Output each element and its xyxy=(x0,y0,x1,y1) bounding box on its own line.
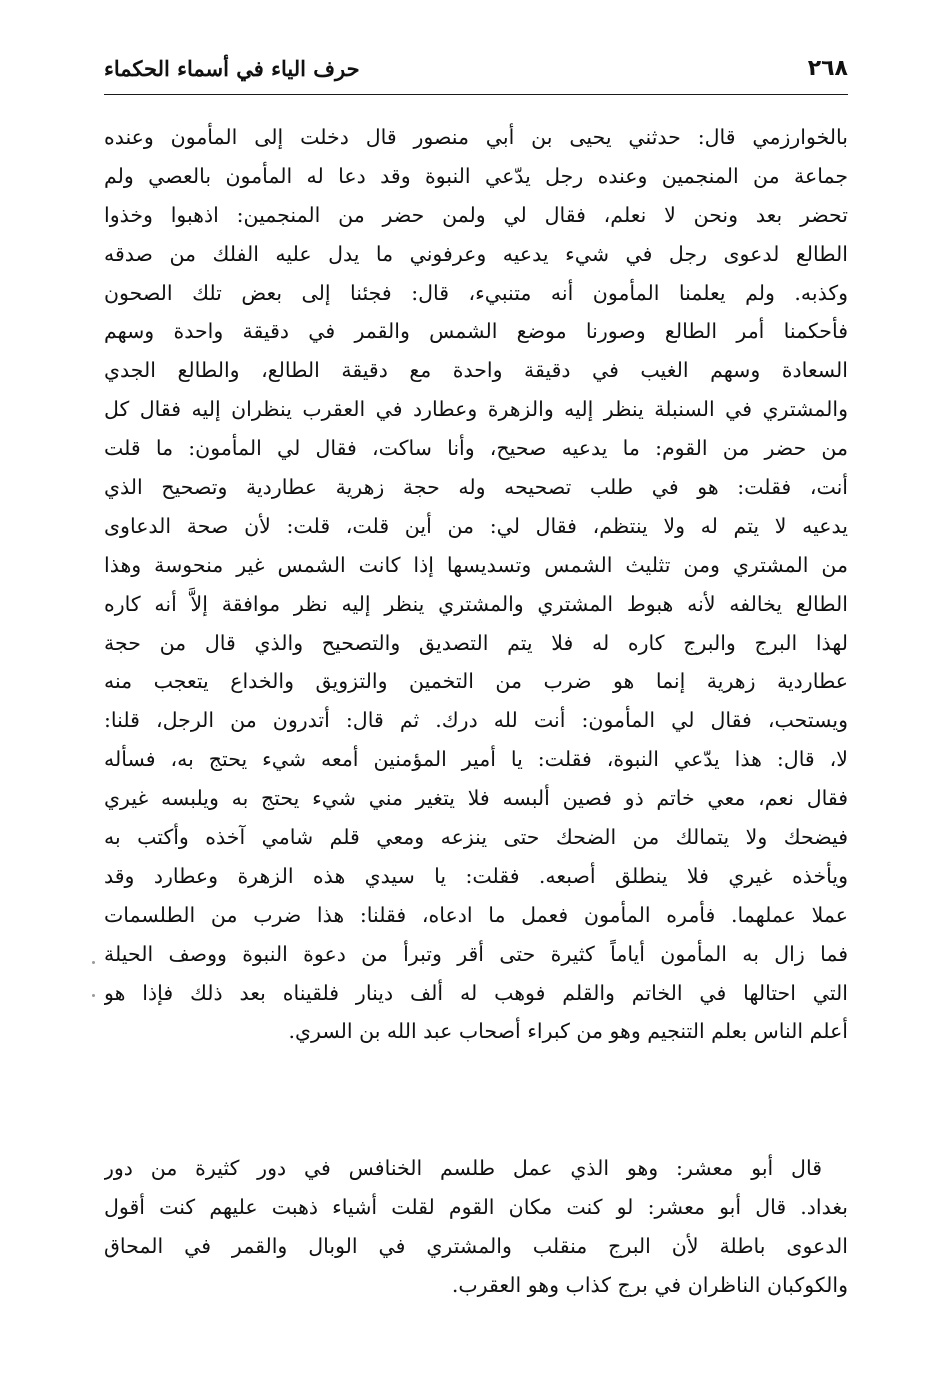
text-line: الطالع يخالفه لأنه هبوط المشتري والمشتري ينظر إليه نظر موافقة إلاَّ أنه كاره xyxy=(104,591,848,616)
text-line: الطالع لدعوى رجل في شيء يدعيه وعرفوني ما يدل عليه الفلك من صدقه xyxy=(104,241,848,266)
text-line: لهذا البرج والبرج كاره له فلا يتم التصديق والتصحيح والذي قال من حجة xyxy=(104,630,848,655)
text-line: وكذبه. ولم يعلمنا المأمون أنه متنبيء، قال: فجئنا إلى بعض تلك الصحون xyxy=(104,280,848,305)
paragraph-main xyxy=(104,118,848,1051)
text-line: والكوكبان الناظران في برج كذاب وهو العقرب. xyxy=(451,1272,848,1297)
text-line: قال أبو معشر: وهو الذي عمل طلسم الخنافس في دور كثيرة من دور xyxy=(104,1156,822,1180)
text-line: فما زال به المأمون أياماً كثيرة حتى أقر وتبرأ من دعوة النبوة ووصف الحيلة xyxy=(104,941,848,966)
text-line: ويأخذه غيري فلا ينطلق أصبعه. فقلت: يا سيدي هذه الزهرة وعطارد وقد xyxy=(104,863,848,888)
text-line: فأحكمنا أمر الطالع وصورنا موضع الشمس والقمر في دقيقة واحدة وسهم xyxy=(104,319,848,344)
text-line: والمشتري في السنبلة ينظر إليه والزهرة وعطارد في العقرب ينظران إليه فقال كل xyxy=(104,397,848,422)
text-line: أعلم الناس بعلم التنجيم وهو من كبراء أصحاب عبد الله بن السري. xyxy=(288,1019,848,1044)
text-line: فيضحك ولا يتمالك من الضحك حتى ينزعه ومعي قلم شامي آخذه وأكتب به xyxy=(104,825,848,850)
text-line: تحضر بعد ونحن لا نعلم، فقال لي ولمن حضر من المنجمين: اذهبوا وخذوا xyxy=(104,202,848,227)
page-number: ٢٦٨ xyxy=(807,55,848,81)
text-line: بالخوارزمي قال: حدثني يحيى بن أبي منصور قال دخلت إلى المأمون وعنده xyxy=(104,125,848,149)
header-rule xyxy=(104,94,848,95)
margin-speck xyxy=(92,994,95,997)
text-line: الدعوى باطلة لأن البرج منقلب والمشتري في الوبال والقمر في المحاق xyxy=(104,1233,848,1258)
chapter-title: حرف الياء في أسماء الحكماء xyxy=(104,55,360,81)
running-header xyxy=(104,44,848,92)
margin-speck xyxy=(92,961,95,964)
text-line: يدعيه لا يتم له ولا ينتظم، فقال لي: من أين قلت، قلت: لأن صحة الدعاوى xyxy=(104,513,848,538)
text-line: السعادة وسهم الغيب في دقيقة واحدة مع دقيقة الطالع، والطالع الجدي xyxy=(104,358,848,383)
text-line: التي احتالها في الخاتم والقلم فوهب له ألف دينار فلقيناه بعد ذلك فإذا هو xyxy=(104,980,848,1005)
text-line: فقال نعم، معي خاتم ذو فصين ألبسه فلا يتغير مني شيء يحتج به ويلبسه غيري xyxy=(104,786,848,811)
text-line: ويستحب، فقال لي المأمون: أنت لله درك. ثم قال: أتدرون من الرجل، قلنا: xyxy=(104,708,848,733)
text-line: عملا عملهما. فأمره المأمون فعمل ما ادعاه، فقلنا: هذا ضرب من الطلسمات xyxy=(104,902,848,927)
text-line: لا، قال: هذا يدّعي النبوة، فقلت: يا أمير المؤمنين أمعه شيء يحتج به، فسأله xyxy=(104,747,848,772)
text-line: جماعة من المنجمين وعنده رجل يدّعي النبوة وقد دعا له المأمون بالعصي ولم xyxy=(104,163,848,188)
text-line: من المشتري ومن تثليث الشمس وتسديسها إذا كانت الشمس غير منحوسة وهذا xyxy=(104,552,848,577)
paragraph-abu-mashar xyxy=(104,1149,848,1305)
text-line: من حضر من القوم: ما يدعيه صحيح، وأنا ساكت، فقال لي المأمون: ما قلت xyxy=(104,436,848,461)
text-line: عطاردية زهرية إنما هو ضرب من التخمين والتزويق والخداع يتعجب منه xyxy=(104,669,848,694)
text-line: أنت، فقلت: هو في طلب تصحيحه وله حجة زهرية عطاردية وتصحيح الذي xyxy=(104,475,848,500)
text-line: بغداد. قال أبو معشر: لو كنت مكان القوم لقلت أشياء ذهبت عليهم كنت أقول xyxy=(104,1194,848,1219)
